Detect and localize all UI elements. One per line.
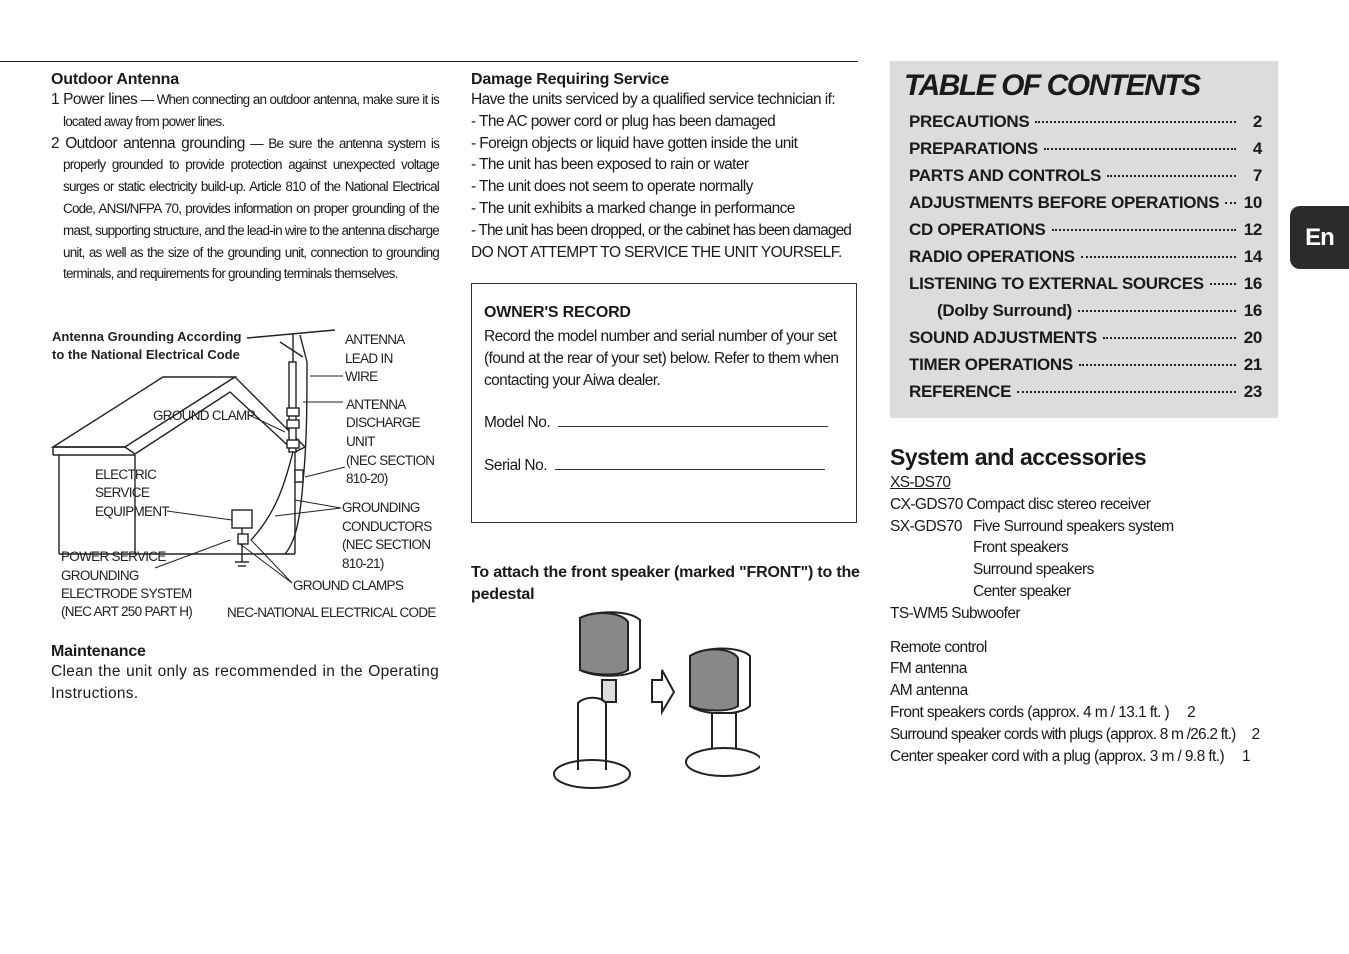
damage-warning: DO NOT ATTEMPT TO SERVICE THE UNIT YOURSELF. (471, 243, 842, 261)
toc-entry[interactable] (909, 382, 1262, 402)
toc-entry-label: REFERENCE (909, 382, 1012, 401)
label-line: CONDUCTORS (342, 519, 432, 534)
toc-entry-label: ADJUSTMENTS BEFORE OPERATIONS (909, 193, 1220, 212)
toc-leader (1107, 175, 1236, 177)
accessory-name: Surround speaker cords with plugs (approx. 8 m /26.2 ft.) (890, 725, 1236, 743)
speaker-part: Front speakers (973, 539, 1068, 557)
label-line: (NEC ART 250 PART H) (61, 604, 193, 619)
toc-leader (1017, 391, 1236, 393)
label-line: DISCHARGE (346, 415, 420, 430)
label-line: UNIT (346, 434, 375, 449)
electric-service-label (95, 467, 169, 519)
toc-leader (1044, 148, 1236, 150)
model-number-row (484, 412, 828, 432)
owners-record-box (471, 283, 857, 523)
toc-entry[interactable] (937, 301, 1262, 321)
antenna-lead-in-label (345, 332, 405, 384)
toc-entry-page: 7 (1252, 166, 1262, 185)
serial-number-label: Serial No. (484, 457, 548, 474)
accessory-name: Front speakers cords (approx. 4 m / 13.1 ft. ) (890, 703, 1170, 721)
system-accessories-list (890, 472, 1290, 767)
speakers-code: SX-GDS70 (890, 517, 962, 535)
accessory-item (890, 746, 1290, 768)
label-line: LEAD IN (345, 351, 393, 366)
label-line: WIRE (345, 369, 378, 384)
label-line: ELECTRODE SYSTEM (61, 586, 192, 601)
antenna-grounding-text: — Be sure the antenna system is properly grounded to provide protection against unexpected voltage surges or static electricity build-up. Article 810 of the National Electrical Code, ANSI/NFPA 70, provides information on proper grounding of the mast, supporting structure, and the lead-in wire to the antenna discharge unit, as well as the size of the grounding unit, connection to grounding terminals, and requirements for grounding terminals themselves. (63, 135, 440, 282)
label-line: GROUNDING (61, 568, 139, 583)
label-line: ELECTRIC (95, 467, 157, 482)
speaker-part: Center speaker (973, 582, 1071, 600)
table-of-contents (890, 61, 1278, 418)
toc-entry-label: SOUND ADJUSTMENTS (909, 328, 1097, 347)
toc-leader (1078, 310, 1236, 312)
toc-title: TABLE OF CONTENTS (904, 69, 1200, 102)
damage-intro: Have the units serviced by a qualified service technician if: (471, 91, 836, 108)
accessory-name: FM antenna (890, 660, 967, 678)
toc-entry-page: 16 (1243, 301, 1262, 320)
antenna-grounding-item (51, 133, 439, 286)
antenna-grounding-lead: 2 Outdoor antenna grounding (51, 134, 245, 152)
damage-item: - Foreign objects or liquid have gotten inside the unit (471, 134, 798, 152)
label-line: 810-20) (346, 471, 388, 486)
nec-note: NEC-NATIONAL ELECTRICAL CODE (227, 605, 436, 620)
speakers-desc: Five Surround speakers system (973, 517, 1174, 535)
toc-entry-page: 4 (1252, 139, 1262, 158)
accessory-qty: 2 (1187, 703, 1196, 721)
grounding-conductors-label (342, 500, 432, 571)
damage-item: - The unit exhibits a marked change in performance (471, 199, 795, 217)
outdoor-antenna-title: Outdoor Antenna (51, 71, 179, 88)
serial-number-row (484, 455, 825, 475)
toc-entry[interactable] (909, 274, 1262, 294)
toc-entry[interactable] (909, 355, 1262, 375)
maintenance-section (51, 643, 439, 705)
toc-leader (1103, 337, 1236, 339)
toc-entry-page: 23 (1243, 382, 1262, 401)
ground-clamp-label: GROUND CLAMP (153, 408, 255, 423)
toc-leader (1225, 202, 1236, 204)
toc-leader (1035, 121, 1236, 123)
toc-entry[interactable] (909, 328, 1262, 348)
toc-entry-page: 16 (1243, 274, 1262, 293)
speaker-part: Surround speakers (973, 561, 1094, 579)
system-accessories-title: System and accessories (890, 444, 1147, 470)
toc-entry-label: (Dolby Surround) (937, 301, 1072, 320)
accessory-item (890, 680, 1290, 702)
power-service-label (61, 549, 192, 619)
toc-entry-label: RADIO OPERATIONS (909, 247, 1075, 266)
maintenance-title: Maintenance (51, 643, 146, 660)
toc-entry-label: TIMER OPERATIONS (909, 355, 1073, 374)
label-line: (NEC SECTION (342, 537, 431, 552)
power-lines-lead: 1 Power lines (51, 91, 138, 108)
toc-entry-label: PARTS AND CONTROLS (909, 166, 1101, 185)
accessory-name: AM antenna (890, 682, 968, 700)
toc-entry-label: LISTENING TO EXTERNAL SOURCES (909, 274, 1204, 293)
damage-item: - The AC power cord or plug has been damaged (471, 112, 776, 130)
damage-section (471, 71, 863, 263)
label-line: ANTENNA (345, 332, 405, 347)
ground-clamps-label: GROUND CLAMPS (293, 578, 404, 593)
serial-number-field[interactable] (555, 455, 825, 470)
label-line: ANTENNA (346, 397, 406, 412)
toc-entry[interactable] (909, 220, 1262, 240)
accessory-name: Center speaker cord with a plug (approx. 3 m / 9.8 ft.) (890, 747, 1225, 765)
model-number-label: Model No. (484, 414, 551, 431)
toc-entry-page: 10 (1243, 193, 1262, 212)
toc-entry[interactable] (909, 112, 1262, 132)
label-line: EQUIPMENT (95, 504, 169, 519)
label-line: 810-21) (342, 556, 384, 571)
accessory-item (890, 637, 1290, 659)
power-lines-text: — When connecting an outdoor antenna, make sure it is located away from power lines. (63, 92, 439, 129)
antenna-grounding-diagram (45, 322, 445, 627)
damage-item: - The unit does not seem to operate normally (471, 178, 753, 196)
toc-leader (1081, 256, 1236, 258)
accessory-item (890, 724, 1290, 746)
accessory-name: Remote control (890, 638, 987, 656)
toc-leader (1210, 283, 1236, 285)
toc-entry-page: 2 (1252, 112, 1262, 131)
toc-entry[interactable] (909, 247, 1262, 267)
toc-leader (1079, 364, 1236, 366)
accessory-qty: 1 (1242, 747, 1251, 765)
language-tab-en[interactable]: En (1290, 206, 1349, 269)
label-line: GROUNDING (342, 500, 420, 515)
power-lines-item (51, 89, 439, 133)
damage-item: - The unit has been dropped, or the cabinet has been damaged (471, 221, 852, 239)
label-line: (NEC SECTION (346, 453, 435, 468)
subwoofer-item: TS-WM5 Subwoofer (890, 604, 1020, 622)
house-drawing (53, 330, 335, 566)
label-line: POWER SERVICE (61, 549, 166, 564)
damage-title: Damage Requiring Service (471, 71, 669, 88)
system-model: XS-DS70 (890, 474, 951, 491)
toc-entry-page: 12 (1243, 220, 1262, 239)
toc-entry[interactable] (909, 166, 1262, 186)
toc-entry-label: PRECAUTIONS (909, 112, 1030, 131)
owners-record-title: OWNER'S RECORD (484, 304, 631, 321)
speakers-system-item (890, 516, 1290, 538)
diagram-title-line1: Antenna Grounding According (52, 329, 242, 344)
model-number-field[interactable] (558, 412, 828, 427)
toc-entry-label: CD OPERATIONS (909, 220, 1046, 239)
toc-entry-page: 20 (1243, 328, 1262, 347)
owners-record-text: Record the model number and serial number of your set (found at the rear of your set) below. Refer to them when contacting your Aiwa dealer. (484, 328, 839, 389)
top-rule (0, 61, 858, 62)
accessory-qty: 2 (1251, 725, 1260, 743)
label-line: SERVICE (95, 485, 150, 500)
toc-entry[interactable] (909, 193, 1262, 213)
maintenance-text: Clean the unit only as recommended in the Operating Instructions. (51, 663, 439, 702)
attach-speaker-title: To attach the front speaker (marked "FRONT") to the pedestal (471, 564, 860, 603)
toc-entry-label: PREPARATIONS (909, 139, 1038, 158)
speaker-pedestal-illustration (550, 608, 760, 793)
accessory-item (890, 702, 1290, 724)
toc-entry-page: 21 (1243, 355, 1262, 374)
antenna-discharge-label (346, 397, 434, 486)
accessory-item (890, 658, 1290, 680)
receiver-item: CX-GDS70 Compact disc stereo receiver (890, 495, 1151, 513)
toc-entry-page: 14 (1243, 247, 1262, 266)
toc-leader (1052, 229, 1236, 231)
damage-item: - The unit has been exposed to rain or water (471, 156, 749, 174)
toc-entry[interactable] (909, 139, 1262, 159)
outdoor-antenna-section (51, 71, 439, 285)
diagram-title-line2: to the National Electrical Code (52, 347, 240, 362)
